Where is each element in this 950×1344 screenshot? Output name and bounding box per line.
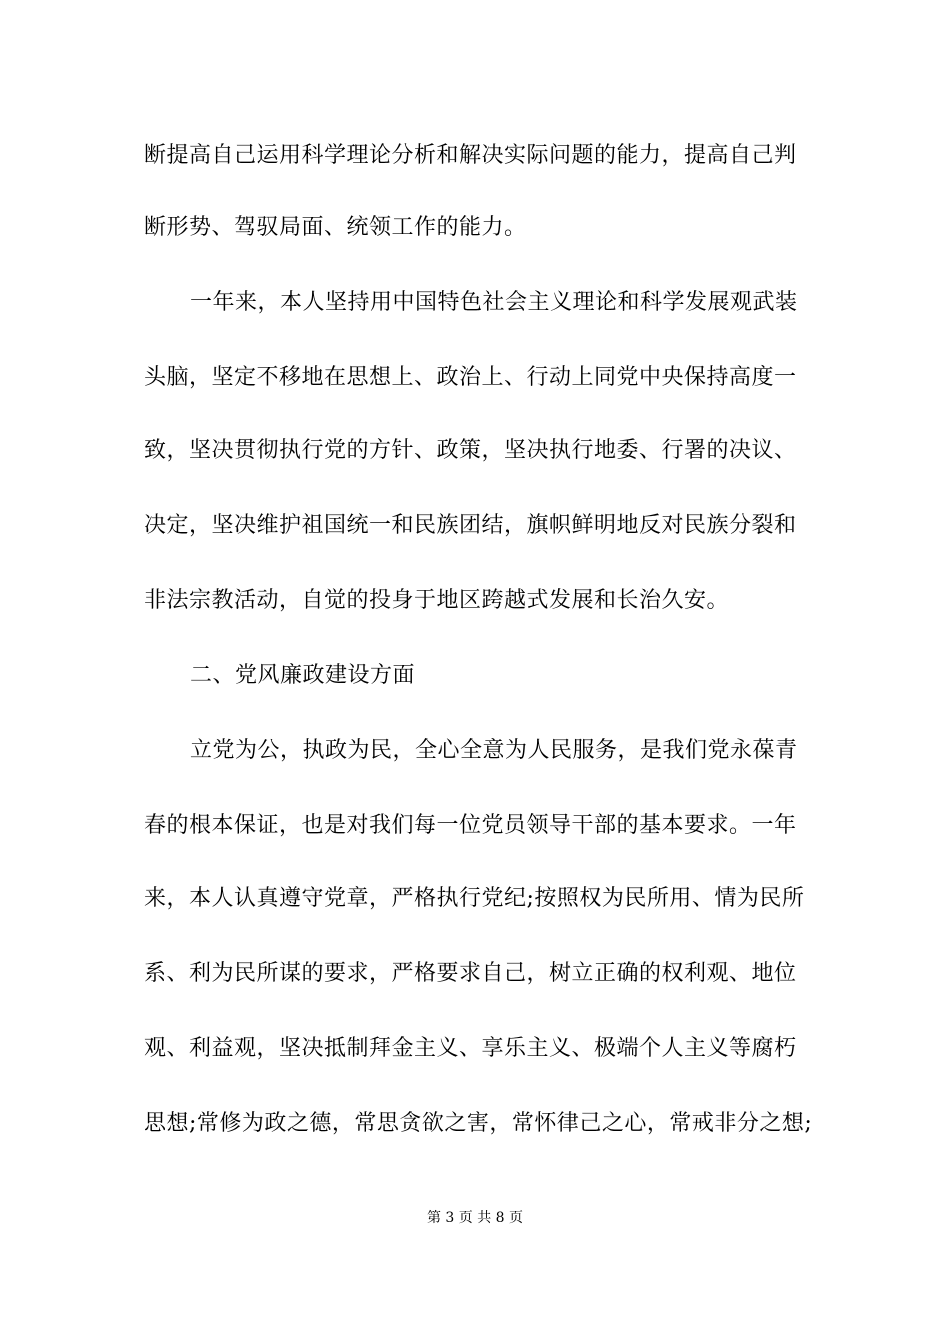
body-text-line: 头脑，坚定不移地在思想上、政治上、行动上同党中央保持高度一: [144, 365, 797, 390]
body-text-line: 致，坚决贯彻执行党的方针、政策，坚决执行地委、行署的决议、: [144, 438, 797, 463]
body-text-line: 春的根本保证，也是对我们每一位党员领导干部的基本要求。一年: [144, 813, 797, 838]
body-text-line: 断形势、驾驭局面、统领工作的能力。: [144, 215, 527, 240]
page-number-footer: 第 3 页 共 8 页: [426, 1210, 524, 1226]
body-text-line: 思想;常修为政之德，常思贪欲之害，常怀律己之心，常戒非分之想;: [144, 1111, 813, 1136]
body-text-line: 来，本人认真遵守党章，严格执行党纪;按照权为民所用、情为民所: [144, 886, 805, 911]
paragraph-first-line: 立党为公，执政为民，全心全意为人民服务，是我们党永葆青: [190, 738, 798, 763]
body-text-line: 非法宗教活动，自觉的投身于地区跨越式发展和长治久安。: [144, 588, 730, 613]
paragraph-first-line: 一年来，本人坚持用中国特色社会主义理论和科学发展观武装: [190, 290, 798, 315]
body-text-line: 系、利为民所谋的要求，严格要求自己，树立正确的权利观、地位: [144, 961, 797, 986]
body-text-line: 断提高自己运用科学理论分析和解决实际问题的能力，提高自己判: [144, 143, 797, 168]
section-heading: 二、党风廉政建设方面: [190, 663, 416, 688]
body-text-line: 决定，坚决维护祖国统一和民族团结，旗帜鲜明地反对民族分裂和: [144, 513, 797, 538]
body-text-line: 观、利益观，坚决抵制拜金主义、享乐主义、极端个人主义等腐朽: [144, 1036, 797, 1061]
